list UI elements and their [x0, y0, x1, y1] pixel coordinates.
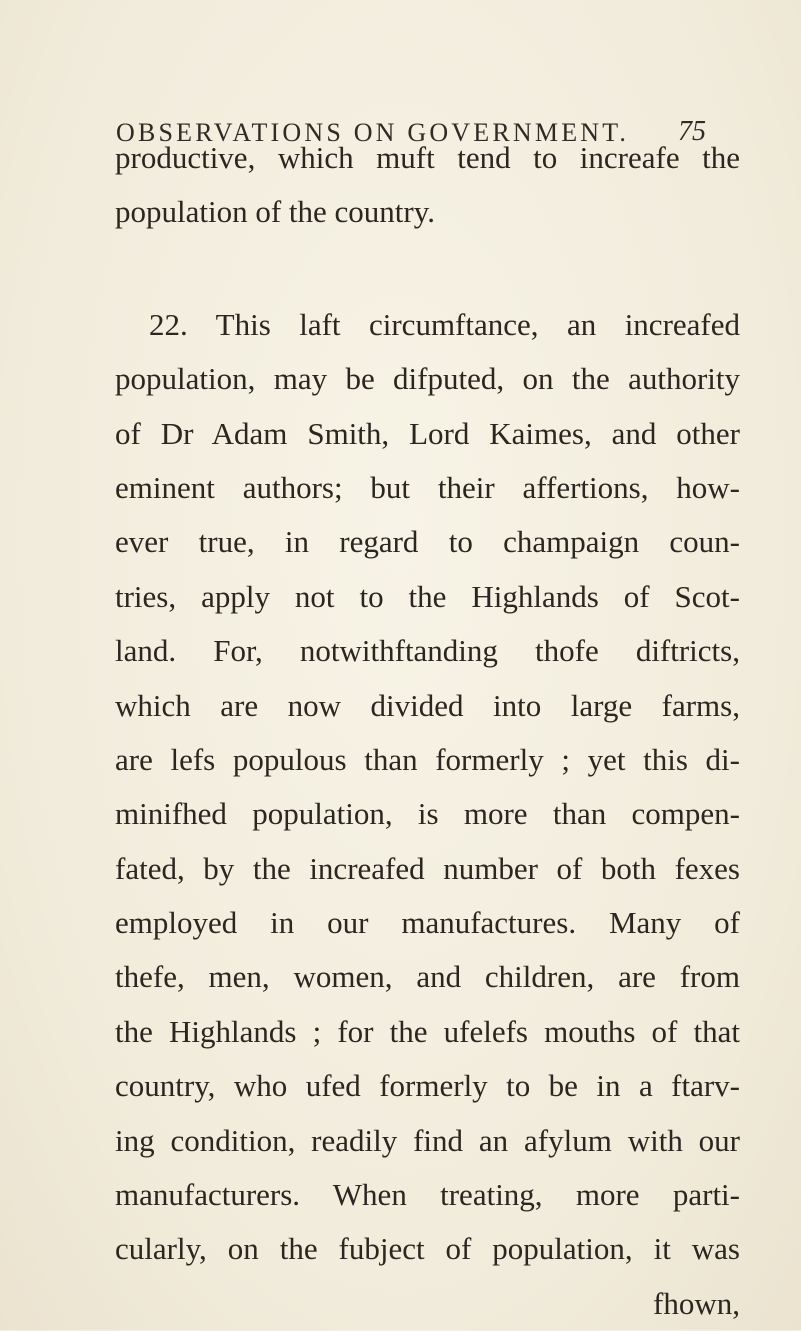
text-line: thefe, men, women, and children, are from — [115, 959, 740, 995]
text-line: fated, by the increafed number of both fexes — [115, 850, 740, 886]
page-number: 75 — [678, 116, 706, 147]
text-line: employed in our manufactures. Many of — [115, 905, 740, 941]
text-line: country, who ufed formerly to be in a ftarv- — [115, 1068, 740, 1104]
text-line: eminent authors; but their affertions, how- — [115, 469, 740, 505]
text-line: the Highlands ; for the ufelefs mouths of that — [115, 1013, 740, 1049]
text-line: cularly, on the fubject of population, it was — [115, 1231, 740, 1267]
text-line: land. For, notwithftanding thofe diftricts, — [115, 633, 740, 669]
catchword: fhown, — [653, 1285, 740, 1321]
text-line: productive, which muft tend to increafe the — [115, 140, 740, 175]
body-text — [115, 131, 740, 1331]
text-line: population of the country. — [115, 194, 435, 230]
paragraph-gap — [115, 240, 740, 298]
text-line: 22. This laft circumftance, an increafed — [149, 306, 740, 342]
text-line: ing condition, readily find an afylum with our — [115, 1122, 740, 1158]
text-line: manufacturers. When treating, more parti- — [115, 1177, 740, 1213]
text-line: population, may be difputed, on the authority — [115, 361, 740, 397]
running-head-title: OBSERVATIONS ON GOVERNMENT. — [116, 118, 630, 147]
text-line: are lefs populous than formerly ; yet this di- — [115, 741, 740, 777]
text-line: tries, apply not to the Highlands of Scot- — [115, 578, 740, 614]
text-line: of Dr Adam Smith, Lord Kaimes, and other — [115, 415, 740, 451]
text-line: which are now divided into large farms, — [115, 687, 740, 723]
text-line: minifhed population, is more than compen- — [115, 796, 740, 832]
text-line: ever true, in regard to champaign coun- — [115, 524, 740, 560]
